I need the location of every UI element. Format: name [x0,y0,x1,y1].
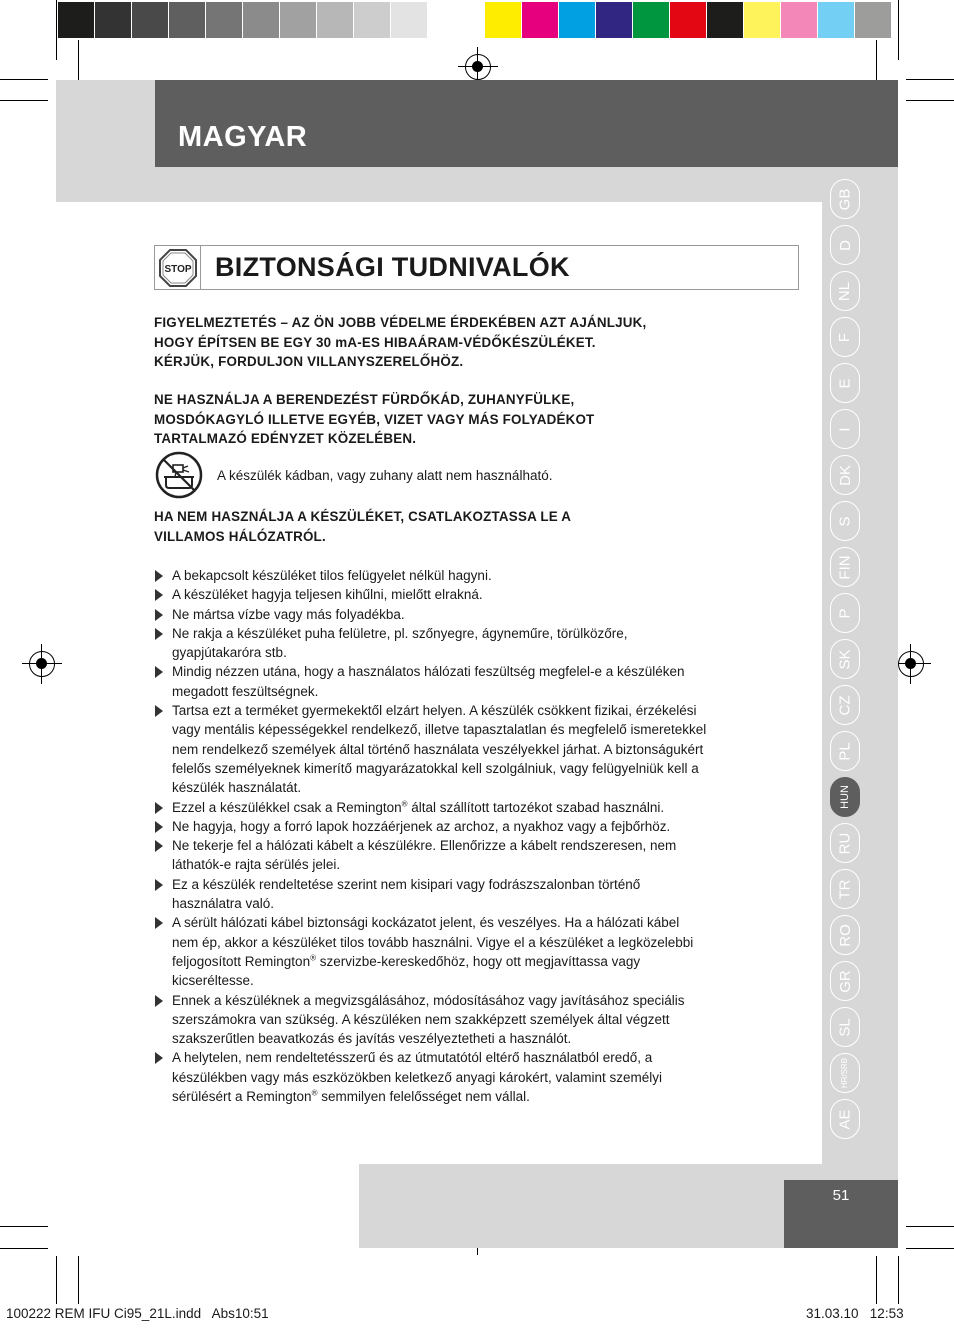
list-item-line: feljogosított Remington® szervizbe-kereskedőhöz, hogy ott megjavíttassa vagy [172,953,641,969]
language-tab-tr[interactable] [830,869,860,909]
list-item [154,605,784,624]
color-swatch [818,2,854,38]
language-tab-label: E [836,377,854,389]
color-swatch [428,2,464,38]
list-item-line: nem ép, akkor a készüléket tilos tovább használni. Vigye el a készüléket a legközelebbi [172,934,694,950]
list-item-line: Mindig nézzen utána, hogy a használatos hálózati feszültség megfelel-e a készüléken [172,664,685,680]
language-tab-label: GR [836,969,854,993]
stop-sign-cell [155,246,201,289]
warning-line: TARTALMAZÓ EDÉNYZET KÖZELÉBEN. [154,431,417,446]
color-swatch [781,2,817,38]
language-tab-label: GB [836,188,854,210]
crop-mark [898,0,899,60]
list-item-line: használatra való. [172,896,275,912]
color-swatch [559,2,595,38]
warning-paragraph-2 [154,390,794,449]
warning-line: HA NEM HASZNÁLJA A KÉSZÜLÉKET, CSATLAKOZTASSA LE A [154,509,572,524]
list-item-line: kicseréltesse. [172,973,254,989]
crop-mark [906,79,954,80]
crop-mark [906,1248,954,1249]
language-tab-label: HUN [839,785,851,809]
list-item [154,662,784,701]
list-item-line: Ne mártsa vízbe vagy más folyadékba. [172,606,405,622]
list-item-line: nem rendelkező személyek által történő használata veszélyekkel járhat. A biztonságukért [172,741,704,757]
language-tab-ro[interactable] [830,915,860,955]
language-tab-label: SK [836,648,854,670]
warning-line: MOSDÓKAGYLÓ ILLETVE EGYÉB, VIZET VAGY MÁS FOLYADÉKOT [154,411,595,427]
language-tab-ae[interactable] [830,1099,860,1139]
list-item-line: Ennek a készüléknek a megvizsgálásához, módosításához vagy javításához speciális [172,992,685,1008]
language-tab-sk[interactable] [830,639,860,679]
color-swatch [633,2,669,38]
list-item [154,836,784,875]
list-item-line: A sérült hálózati kábel biztonsági kockázatot jelent, és veszélyes. Ha a hálózati kábel [172,915,680,931]
language-tab-pl[interactable] [830,731,860,771]
crop-mark [876,40,877,80]
language-tab-label: F [836,332,854,342]
color-swatch [744,2,780,38]
safety-instructions-list [154,566,784,1106]
crop-mark [906,1226,954,1227]
list-item-line: szakszerűtlen beavatkozás és javítás veszélyeztetheti a használót. [172,1031,572,1047]
list-item-line: láthatók-e rajta sérülés jelei. [172,857,341,873]
date-slug: 31.03.10 12:53 [806,1306,904,1321]
language-tab-hun[interactable] [830,777,860,817]
crop-mark [876,1256,877,1304]
list-item [154,566,784,585]
color-swatch [95,2,131,38]
color-swatch [206,2,242,38]
list-item-line: vagy mentális képességekkel rendelkező, illetve tapasztalatlan és megfelelő ismeretekkel [172,722,707,738]
warning-line: FIGYELMEZTETÉS – AZ ÖN JOBB VÉDELME ÉRDEKÉBEN AZT AJÁNLJUK, [154,315,647,330]
list-item-line: A bekapcsolt készüléket tilos felügyelet nélkül hagyni. [172,568,492,583]
color-swatch [522,2,558,38]
list-item-line: Ez a készülék rendeltetése szerint nem kisipari vagy fodrászszalonban történő [172,876,641,892]
list-item [154,798,784,817]
language-tab-label: NL [836,281,854,301]
language-tab-label: TR [836,879,854,899]
language-tab-label: HR/SRB [840,1057,850,1089]
language-tab-label: I [836,426,854,432]
warning-line: NE HASZNÁLJA A BERENDEZÉST FÜRDŐKÁD, ZUHANYFÜLKE, [154,392,575,407]
color-swatch [132,2,168,38]
color-swatch [58,2,94,38]
file-slug: 100222 REM IFU Ci95_21L.indd Abs10:51 [6,1306,269,1321]
color-swatch [169,2,205,38]
language-tab-label: DK [836,464,854,486]
list-item-line: megadott feszültségnek. [172,683,319,699]
language-tab-hr-srb[interactable] [830,1053,860,1093]
language-tab-fin[interactable] [830,547,860,587]
language-tab-dk[interactable] [830,455,860,495]
list-item-line: A készüléket hagyja teljesen kihűlni, mielőtt elrakná. [172,587,483,603]
crop-mark [906,100,954,101]
list-item-line: gyapjútakaróra stb. [172,645,287,661]
language-tab-d[interactable] [830,225,860,265]
language-tab-label: RU [836,832,854,854]
list-item-line: Ezzel a készülékkel csak a Remington® által szállított tartozékot szabad használni. [172,799,665,815]
color-swatch [354,2,390,38]
section-title: BIZTONSÁGI TUDNIVALÓK [215,252,570,282]
list-item [154,991,784,1049]
language-tab-p[interactable] [830,593,860,633]
color-swatch [485,2,521,38]
language-tab-label: SL [836,1017,854,1037]
list-item-line: Ne hagyja, hogy a forró lapok hozzáérjenek az archoz, a nyakhoz vagy a fejbőrhöz. [172,818,671,834]
crop-mark [78,1256,79,1304]
stop-sign-label: STOP [163,263,192,275]
registration-mark-top [465,54,491,80]
registration-mark-right [898,651,924,677]
section-heading [154,245,799,290]
language-tab-label: S [836,515,854,527]
language-tab-label: CZ [836,695,854,715]
crop-mark [56,1256,57,1304]
registration-mark-left [29,651,55,677]
crop-mark [56,0,57,60]
language-tab-e[interactable] [830,363,860,403]
color-swatch [317,2,353,38]
crop-mark [0,79,48,80]
color-swatch [391,2,427,38]
color-swatch [670,2,706,38]
crop-mark [0,100,48,101]
page-number: 51 [832,1187,850,1204]
list-item-line: készülék használatát. [172,780,302,796]
crop-mark [898,1256,899,1304]
color-swatch [707,2,743,38]
list-item [154,875,784,914]
warning-paragraph-3 [154,507,794,546]
language-tab-i[interactable] [830,409,860,449]
color-swatch [280,2,316,38]
warning-line: VILLAMOS HÁLÓZATRÓL. [154,528,326,544]
language-tab-label: D [836,239,854,251]
language-tab-label: FIN [836,554,854,580]
language-tab-gr[interactable] [830,961,860,1001]
list-item [154,624,784,663]
list-item-line: felelős személyeknek kimerítő magyarázatokkal kell szolgálniuk, vagy felügyelniük kell a [172,760,699,776]
no-bath-use-icon [155,451,203,499]
language-tab-s[interactable] [830,501,860,541]
crop-mark [78,40,79,80]
language-tab-cz[interactable] [830,685,860,725]
language-tab-label: PL [836,741,854,761]
list-item-line: szerszámokra van szükség. A készüléken nem szakképzett személyek által végzett [172,1011,670,1027]
process-color-bar [485,2,891,38]
stop-sign-icon [158,248,198,288]
language-tab-f[interactable] [830,317,860,357]
list-item-line: sérülésért a Remington® semmilyen felelősséget nem vállal. [172,1088,530,1105]
crop-mark [0,1248,48,1249]
color-swatch [855,2,891,38]
list-item-line: Tartsa ezt a terméket gyermekektől elzárt helyen. A készülék csökkent fizikai, érzékelési [172,703,697,719]
warning-paragraph-1 [154,313,794,372]
language-tab-label: RO [836,923,854,947]
language-tab-label: P [836,607,854,619]
bath-warning-caption: A készülék kádban, vagy zuhany alatt nem használható. [217,468,553,483]
list-item [154,701,784,797]
list-item [154,817,784,836]
color-swatch [243,2,279,38]
language-tab-label: AE [836,1108,854,1130]
language-tab-nl[interactable] [830,271,860,311]
grayscale-color-bar [58,2,464,38]
language-tab-gb[interactable] [830,179,860,219]
list-item-line: A helytelen, nem rendeltetésszerű és az útmutatótól eltérő használatból eredő, a [172,1050,653,1066]
language-tab-sl[interactable] [830,1007,860,1047]
crop-mark [0,1226,48,1227]
list-item [154,1048,784,1106]
warning-line: KÉRJÜK, FORDULJON VILLANYSZERELŐHÖZ. [154,354,464,369]
language-tab-ru[interactable] [830,823,860,863]
list-item [154,913,784,990]
list-item-line: készülékben vagy más eszközökben keletkező anyagi károkért, valamint személyi [172,1069,662,1085]
page-title: MAGYAR [178,121,308,153]
list-item-line: Ne rakja a készüléket puha felületre, pl. szőnyegre, ágyneműre, törülközőre, [172,625,628,641]
list-item [154,585,784,604]
color-swatch [596,2,632,38]
list-item-line: Ne tekerje fel a hálózati kábelt a készülékre. Ellenőrizze a kábelt rendszeresen, nem [172,838,677,854]
warning-line: HOGY ÉPÍTSEN BE EGY 30 mA-ES HIBAÁRAM-VÉDŐKÉSZÜLÉKET. [154,334,596,350]
